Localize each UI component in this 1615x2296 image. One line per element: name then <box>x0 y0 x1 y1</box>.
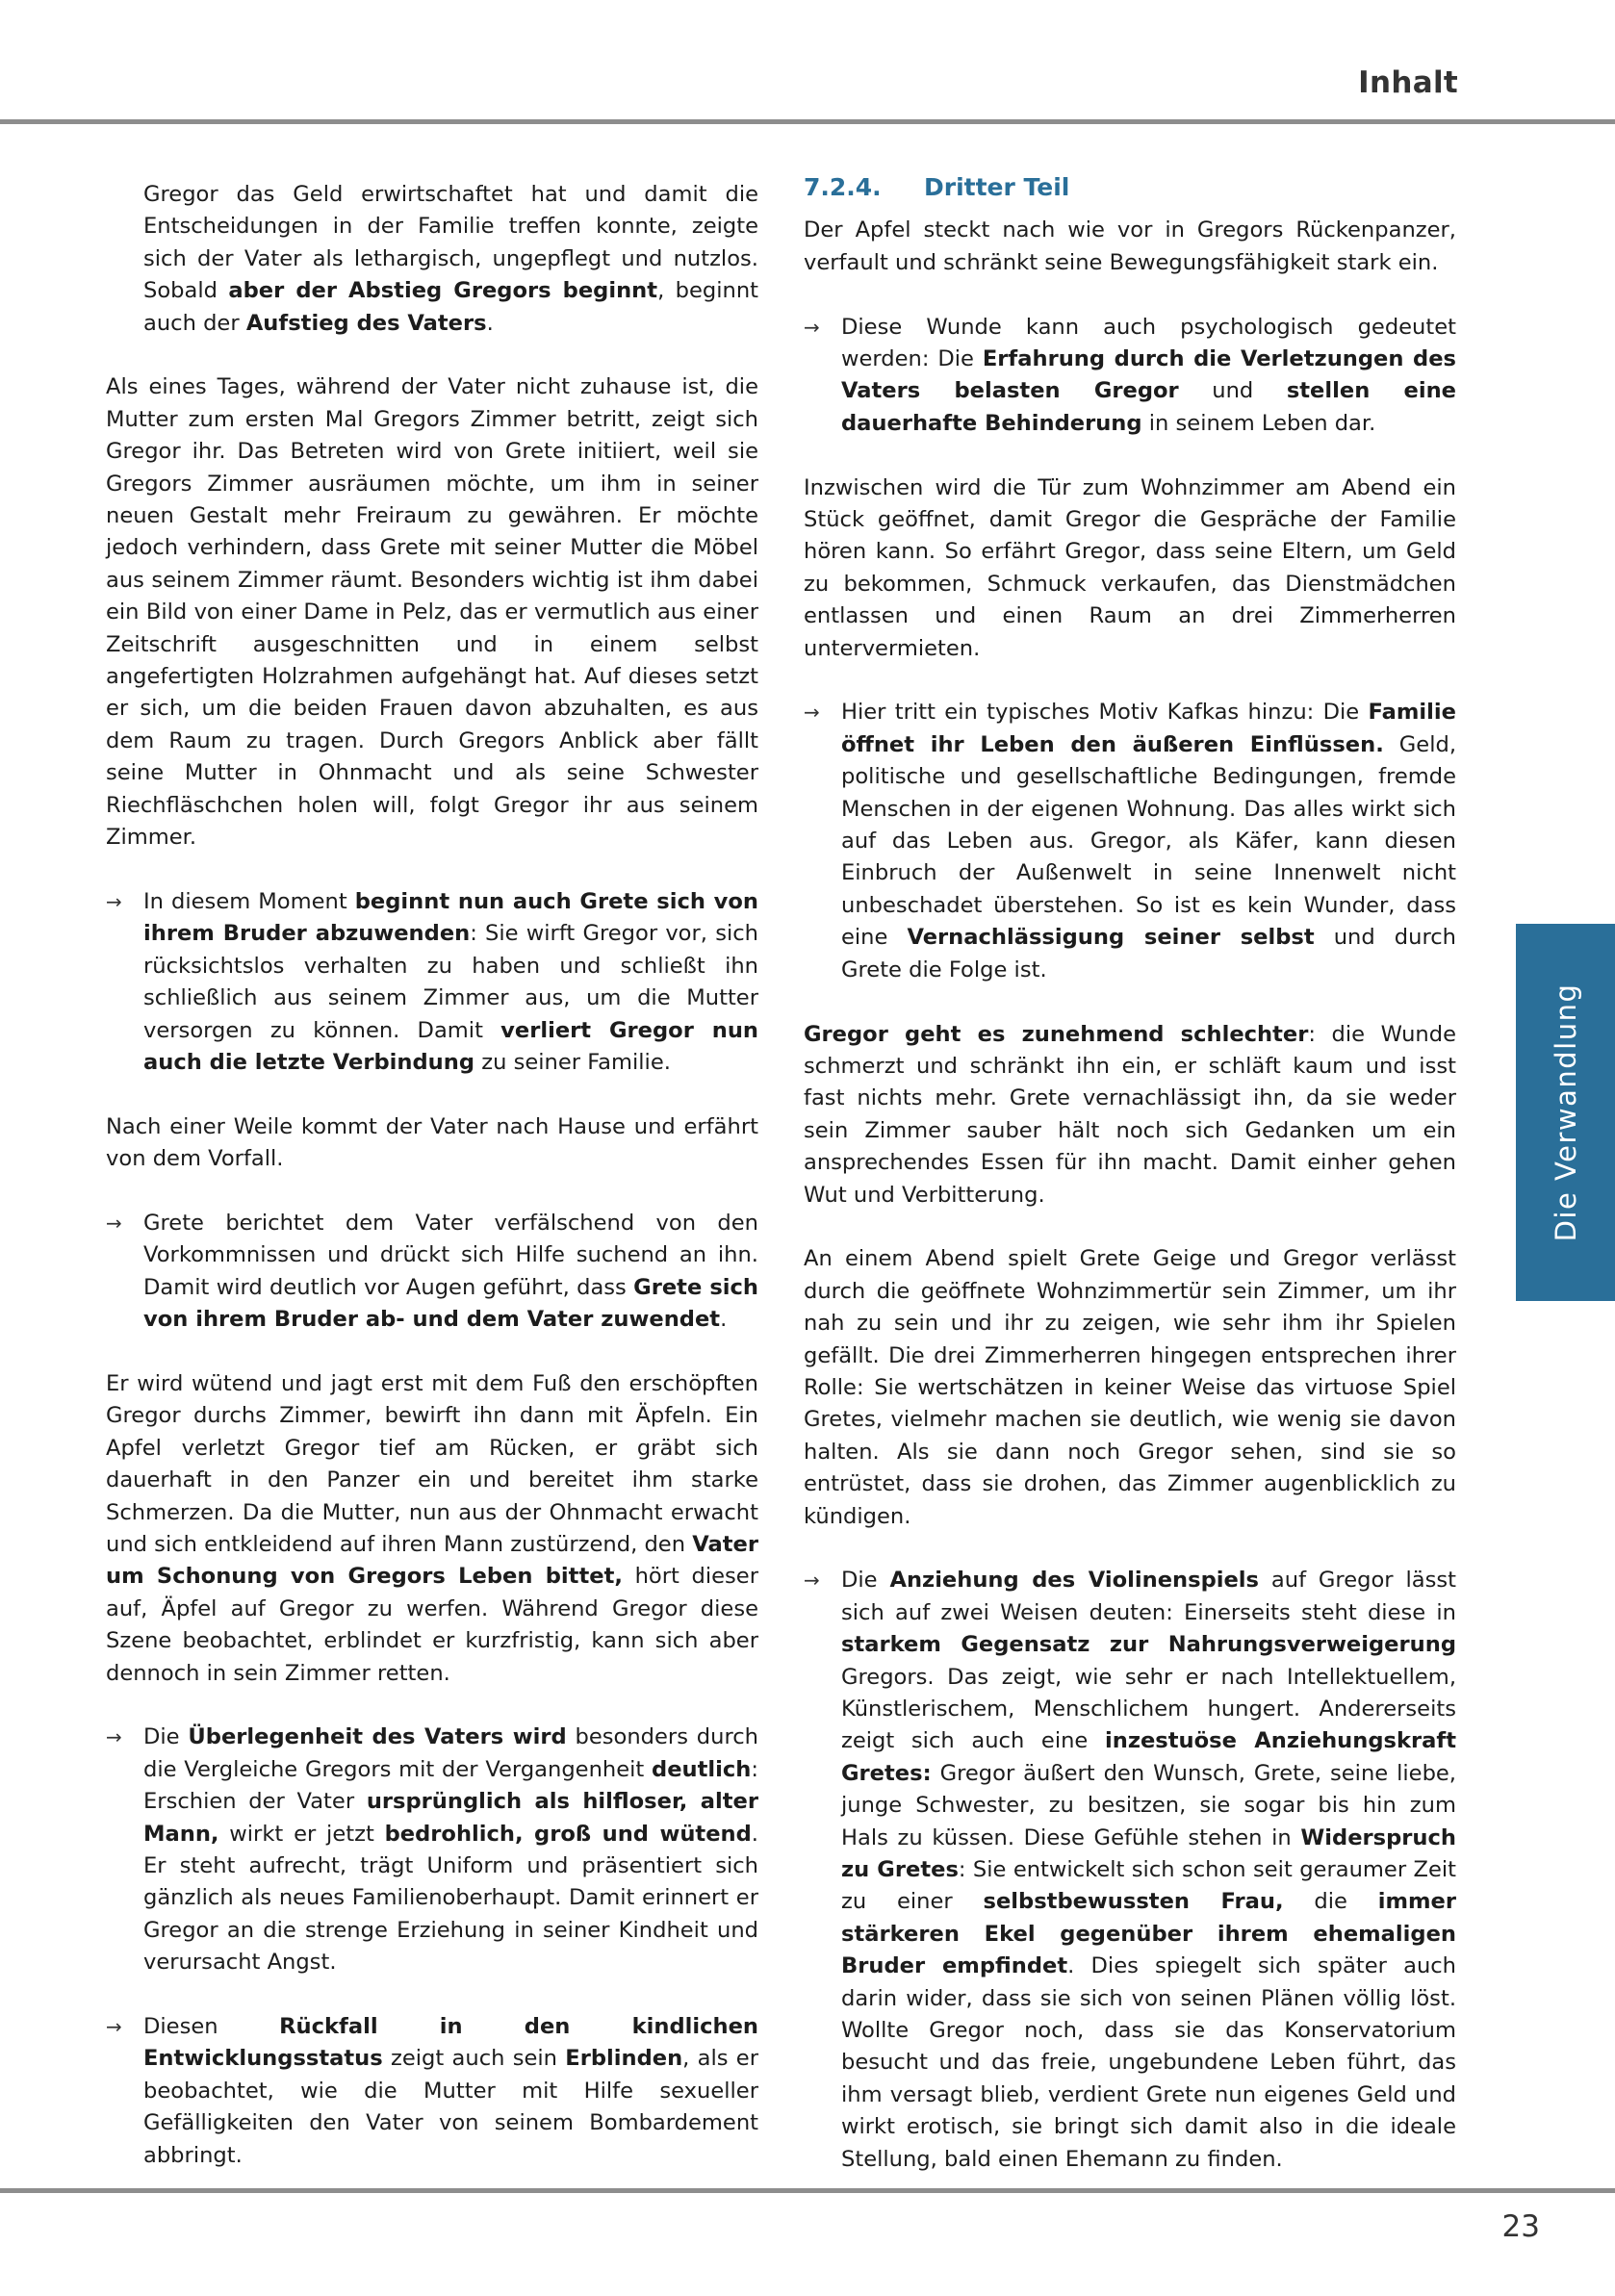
text-run: besonders durch die Vergleiche Gregors mit der Vergangenheit <box>143 1724 758 1782</box>
text-run: Diesen <box>143 2014 280 2040</box>
bold-text-run: Familie öffnet ihr Leben den äußeren Einflüssen. <box>841 700 1456 757</box>
arrow-right-icon: → <box>106 1725 122 1749</box>
paragraph <box>106 1368 758 1690</box>
text-run: Er wird wütend und jagt erst mit dem Fuß den erschöpften Gregor durchs Zimmer, bewirft ihn dann mit Äpfeln. Ein Apfel verletzt Gregor tief am Rücken, er gräbt sich dauerhaft in den Panzer ein und bereitet ihm starke Schmerzen. Da die Mutter, nun aus der Ohnmacht erwacht und sich entkleidend auf ihren Mann zustürzend, den <box>106 1370 758 1557</box>
bold-text-run: aber der Abstieg Gregors beginnt <box>228 278 658 304</box>
bold-text-run: Anziehung des Violinenspiels <box>889 1568 1260 1594</box>
paragraph <box>106 179 758 340</box>
arrow-bullet <box>106 886 758 1079</box>
text-run: Gregors. Das zeigt, wie sehr er nach Intellektuellem, Künstlerischem, Menschlichem hungert. Andererseits zeigt sich auch eine <box>841 1664 1456 1754</box>
chapter-side-tab <box>1516 924 1615 1301</box>
text-run: wirkt er jetzt <box>218 1821 385 1847</box>
text-run: Nach einer Weile kommt der Vater nach Hause und erfährt von dem Vorfall. <box>106 1113 758 1172</box>
text-run: und durch Grete die Folge ist. <box>841 925 1456 982</box>
bullet-text <box>143 2011 758 2172</box>
text-run: . <box>486 310 494 336</box>
text-run: , als er beobachtet, wie die Mutter mit Hilfe sexueller Gefälligkeiten den Vater von seinem Bombardement abbringt. <box>143 2046 758 2168</box>
arrow-right-icon: → <box>106 889 122 913</box>
page-number: 23 <box>1501 2209 1540 2244</box>
text-run: Die <box>143 1724 189 1750</box>
text-run: auf Gregor lässt sich auf zwei Weisen deuten: Einerseits steht diese in <box>841 1568 1456 1625</box>
bold-text-run: beginnt nun auch Grete sich von ihrem Bruder abzuwenden <box>143 888 759 947</box>
text-run: und <box>1178 378 1287 404</box>
text-run: zu seiner Familie. <box>474 1049 671 1075</box>
arrow-right-icon: → <box>106 1211 122 1235</box>
bullet-text <box>143 886 758 1079</box>
text-run: , beginnt auch der <box>143 278 758 336</box>
text-run: hört dieser auf, Äpfel auf Gregor zu werfen. Während Gregor diese Szene beobachtet, erblindet er kurzfristig, kann sich aber dennoch in sein Zimmer retten. <box>106 1564 758 1686</box>
bullet-text <box>143 1722 758 1978</box>
bold-text-run: Grete sich von ihrem Bruder ab- und dem Vater zuwendet <box>143 1274 758 1333</box>
bold-text-run: Gregor geht es zunehmend schlechter <box>804 1021 1309 1047</box>
text-run: . Er steht aufrecht, trägt Uniform und präsentiert sich gänzlich als neues Familienoberhaupt. Damit erinnert er Gregor an die strenge Erziehung in seiner Kindheit und verursacht Angst. <box>143 1821 758 1976</box>
bullet-text <box>841 312 1456 441</box>
text-run: . Dies spiegelt sich später auch darin wider, dass sie sich von seinen Plänen völlig löst. Wollte Gregor noch, dass sie das Konservatorium besucht und das freie, ungebundene Leben führt, das ihm versagt blieb, verdient Grete nun eigenes Geld und wirkt erotisch, sie bringt sich damit also in die ideale Stellung, bald einen Ehemann zu finden. <box>841 1953 1457 2172</box>
arrow-right-icon: → <box>804 315 820 339</box>
paragraph <box>804 215 1456 279</box>
footer-rule <box>0 2188 1615 2193</box>
left-column <box>106 179 758 2204</box>
text-run: In diesem Moment <box>143 888 355 914</box>
bullet-text <box>841 1565 1456 2176</box>
arrow-bullet <box>106 1208 758 1337</box>
bold-text-run: deutlich <box>652 1756 752 1782</box>
bold-text-run: ursprünglich als hilfloser, alter Mann, <box>143 1789 758 1847</box>
bullet-text <box>841 697 1456 986</box>
text-run: . <box>720 1307 728 1333</box>
paragraph <box>804 1243 1456 1533</box>
bold-text-run: Erblinden <box>565 2046 683 2072</box>
bold-text-run: Überlegenheit des Vaters wird <box>188 1724 567 1750</box>
text-run: : Erschien der Vater <box>143 1756 758 1815</box>
arrow-bullet <box>804 697 1456 986</box>
section-heading <box>804 171 1456 203</box>
right-column <box>804 173 1457 2207</box>
bold-text-run: Vernachlässigung seiner selbst <box>907 925 1315 951</box>
text-run: Diese Wunde kann auch psychologisch gedeutet werden: Die <box>841 314 1456 372</box>
bold-text-run: starkem Gegensatz zur Nahrungsverweigerung <box>841 1632 1456 1658</box>
arrow-bullet <box>106 2011 758 2172</box>
text-run: : Sie wirft Gregor vor, sich rücksichtslos verhalten zu haben und schließt ihn schließlich aus seinem Zimmer aus, um die Mutter versorgen zu können. Damit <box>143 921 758 1043</box>
arrow-right-icon: → <box>804 701 820 725</box>
chapter-side-tab-label: Die Verwandlung <box>1549 982 1582 1242</box>
text-run: Der Apfel steckt nach wie vor in Gregors Rückenpanzer, verfault und schränkt seine Bewegungsfähigkeit stark ein. <box>804 217 1456 275</box>
section-number: 7.2.4. <box>804 173 882 201</box>
bold-text-run: Vater um Schonung von Gregors Leben bittet, <box>106 1531 758 1590</box>
paragraph <box>804 472 1456 665</box>
bold-text-run: Rückfall in den kindlichen Entwicklungsstatus <box>143 2014 758 2072</box>
header-title: Inhalt <box>1358 65 1458 100</box>
text-run: Grete berichtet dem Vater verfälschend von den Vorkommnissen und drückt sich Hilfe suchend an ihn. Damit wird deutlich vor Augen geführt, dass <box>143 1210 758 1300</box>
bold-text-run: Aufstieg des Vaters <box>245 310 487 336</box>
text-run: Hier tritt ein typisches Motiv Kafkas hinzu: Die <box>841 700 1369 726</box>
text-run: Geld, politische und gesellschaftliche Bedingungen, fremde Menschen in der eigenen Wohnung. Das alles wirkt sich auf das Leben aus. Gregor, als Käfer, kann diesen Einbruch der Außenwelt in seine Innenwelt nicht unbeschadet überstehen. So ist es kein Wunder, dass eine <box>841 731 1456 951</box>
arrow-bullet <box>804 312 1456 441</box>
paragraph <box>106 371 758 854</box>
arrow-bullet <box>106 1722 758 1978</box>
text-run: Gregor äußert den Wunsch, Grete, seine liebe, junge Schwester, zu besitzen, sie sogar bis hin zum Hals zu küssen. Diese Gefühle stehen in <box>841 1760 1456 1850</box>
text-run: Die <box>841 1568 890 1594</box>
bold-text-run: Widerspruch zu Gretes <box>841 1824 1456 1883</box>
bold-text-run: bedrohlich, groß und wütend <box>384 1821 752 1847</box>
text-run: in seinem Leben dar. <box>1141 410 1376 436</box>
text-run: An einem Abend spielt Grete Geige und Gregor verlässt durch die geöffnete Wohnzimmertür sein Zimmer, um ihr nah zu sein und ihr zu zeigen, wie sehr ihm ihr Spielen gefällt. Die drei Zimmerherren hingegen entsprechen ihrer Rolle: Sie wertschätzen in keiner Weise das virtuose Spiel Gretes, vielmehr machen sie deutlich, wie wenig sie davon halten. Als sie dann noch Gregor sehen, sind sie so entrüstet, dass sie drohen, das Zimmer augenblicklich zu kündigen. <box>804 1246 1456 1529</box>
section-title: Dritter Teil <box>924 173 1070 201</box>
bold-text-run: selbstbewussten Frau, <box>983 1889 1284 1915</box>
arrow-right-icon: → <box>804 1569 820 1593</box>
text-run: zeigt auch sein <box>382 2046 566 2072</box>
text-run: Inzwischen wird die Tür zum Wohnzimmer am Abend ein Stück geöffnet, damit Gregor die Gespräche der Familie hören kann. So erfährt Gregor, dass seine Eltern, um Geld zu bekommen, Schmuck verkaufen, das Dienstmädchen entlassen und einen Raum an drei Zimmerherren untervermieten. <box>804 474 1456 661</box>
bullet-text <box>143 1208 758 1337</box>
text-run: : die Wunde schmerzt und schränkt ihn ein, er schläft kaum und isst fast nichts mehr. Grete vernachlässigt ihn, da sie weder sein Zimmer sauber hält noch sich Gedanken um ein ansprechendes Essen für ihn macht. Damit einher gehen Wut und Verbitterung. <box>804 1021 1456 1208</box>
paragraph <box>106 1111 758 1176</box>
bold-text-run: Erfahrung durch die Verletzungen des Vaters belasten Gregor <box>841 346 1456 404</box>
paragraph <box>804 1019 1456 1212</box>
text-run: Als eines Tages, während der Vater nicht zuhause ist, die Mutter zum ersten Mal Gregors Zimmer betritt, zeigt sich Gregor ihr. Das Betreten wird von Grete initiiert, weil sie Gregors Zimmer ausräumen möchte, um ihm in seiner neuen Gestalt mehr Freiraum zu gewähren. Er möchte jedoch verhindern, dass Grete mit seiner Mutter die Möbel aus seinem Zimmer räumt. Besonders wichtig ist ihm dabei ein Bild von einer Dame in Pelz, das er vermutlich aus einer Zeitschrift ausgeschnitten und in einem selbst angefertigten Holzrahmen aufgehängt hat. Auf dieses setzt er sich, um die beiden Frauen davon abzuhalten, es aus dem Raum zu tragen. Durch Gregors Anblick aber fällt seine Mutter in Ohnmacht und als seine Schwester Riechfläschchen holen will, folgt Gregor ihr aus seinem Zimmer. <box>106 374 758 851</box>
arrow-right-icon: → <box>106 2015 122 2039</box>
header-rule <box>0 119 1615 124</box>
text-run: die <box>1283 1889 1378 1915</box>
bold-text-run: immer stärkeren Ekel gegenüber ihrem ehemaligen Bruder empfindet <box>841 1889 1456 1979</box>
bold-text-run: verliert Gregor nun auch die letzte Verbindung <box>143 1017 758 1075</box>
bold-text-run: inzestuöse Anziehungskraft Gretes: <box>841 1728 1456 1786</box>
bold-text-run: stellen eine dauerhafte Behinderung <box>841 378 1457 436</box>
text-run: : Sie entwickelt sich schon seit geraumer Zeit zu einer <box>841 1857 1457 1915</box>
text-run: Gregor das Geld erwirtschaftet hat und damit die Entscheidungen in der Familie treffen konnte, zeigte sich der Vater als lethargisch, ungepflegt und nutzlos. Sobald <box>143 182 758 304</box>
arrow-bullet <box>804 1565 1456 2176</box>
